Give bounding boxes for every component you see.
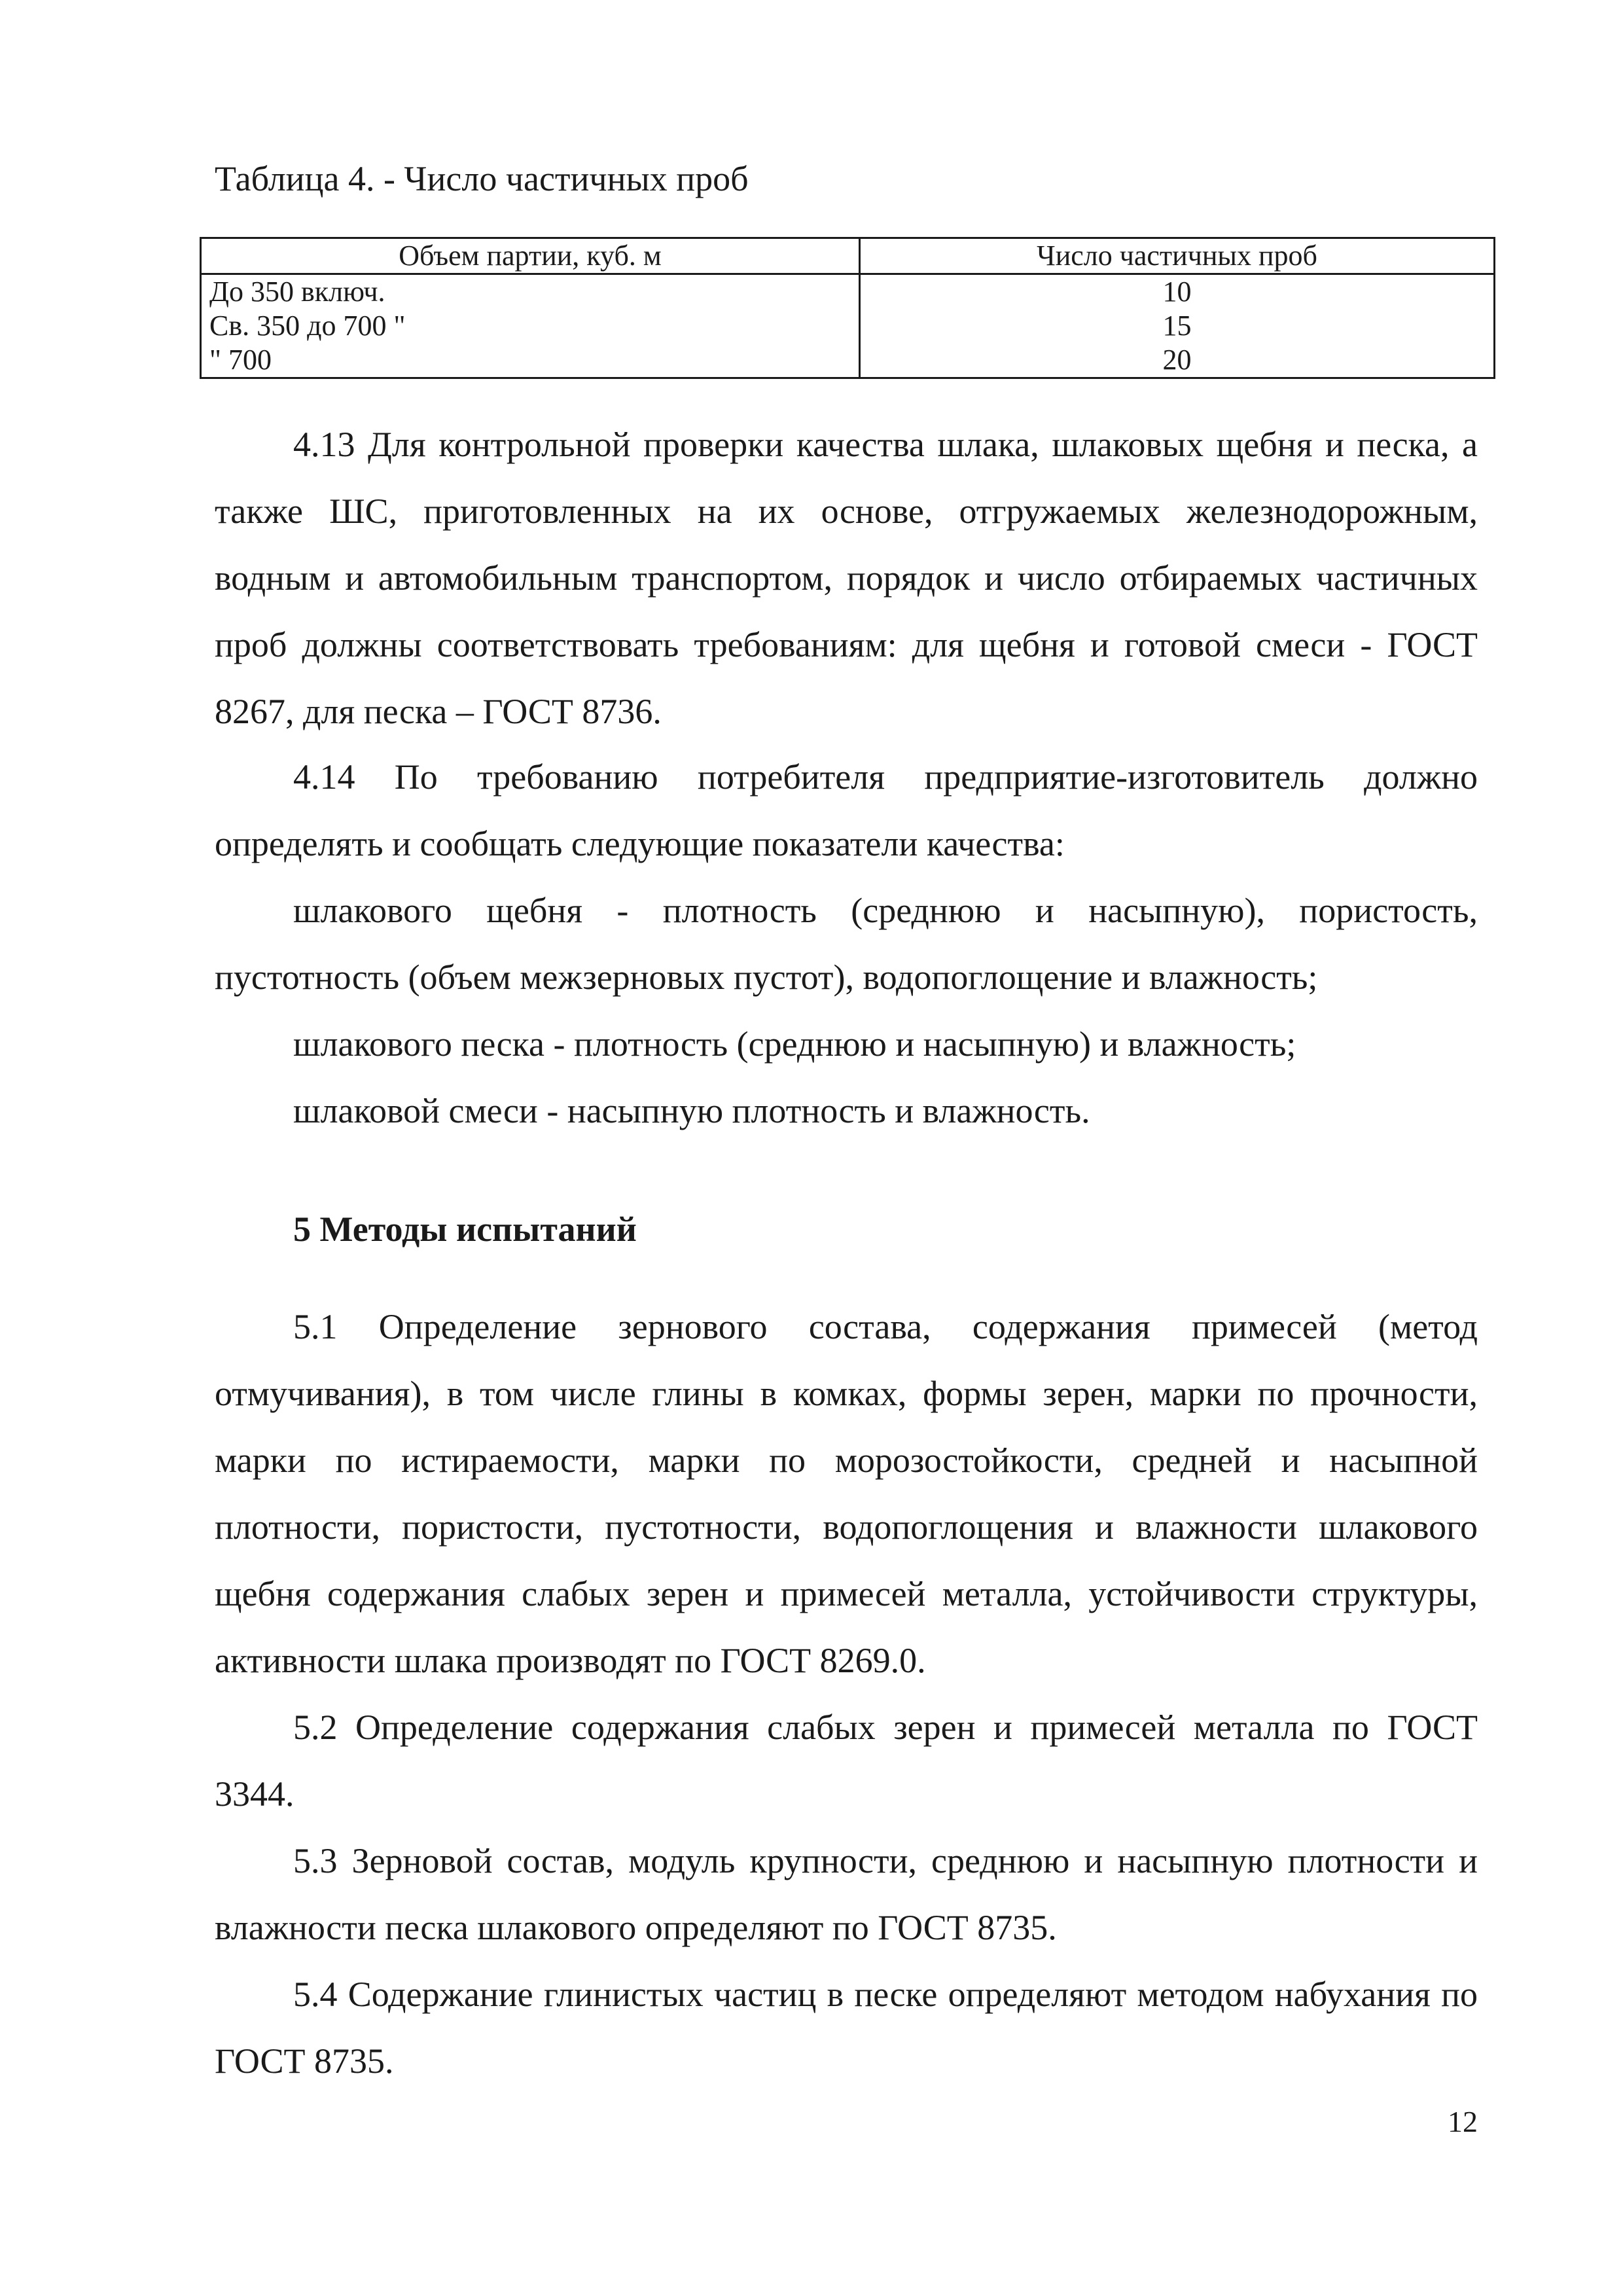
- paragraph-5-2: 5.2 Определение содержания слабых зерен и примесей металла по ГОСТ 3344.: [215, 1708, 1478, 1814]
- table-cell-count: 20: [860, 343, 1495, 378]
- paragraph-crushed-stone: шлакового щебня - плотность (среднюю и насыпную), пористость, пустотность (объем межзерновых пустот), водопоглощение и влажность;: [215, 891, 1478, 997]
- paragraph-5-3: 5.3 Зерновой состав, модуль крупности, среднюю и насыпную плотности и влажности песка шлакового определяют по ГОСТ 8735.: [215, 1841, 1478, 1947]
- paragraph-4-14: 4.14 По требованию потребителя предприятие-изготовитель должно определять и сообщать следующие показатели качества:: [215, 757, 1478, 863]
- paragraph-5-4: 5.4 Содержание глинистых частиц в песке определяют методом набухания по ГОСТ 8735.: [215, 1975, 1478, 2081]
- table-cell-count: 10: [860, 274, 1495, 310]
- table-header-cell: Объем партии, куб. м: [201, 238, 860, 274]
- table-cell-volume: Св. 350 до 700 ": [201, 309, 860, 343]
- table-row: [201, 309, 1495, 343]
- table-header-cell: Число частичных проб: [860, 238, 1495, 274]
- paragraph-mixture: шлаковой смеси - насыпную плотность и влажность.: [293, 1091, 1090, 1130]
- section-heading: 5 Методы испытаний: [293, 1210, 637, 1249]
- paragraph-sand: шлакового песка - плотность (среднюю и насыпную) и влажность;: [293, 1024, 1296, 1064]
- table-cell-volume: " 700: [201, 343, 860, 378]
- table-header-row: [201, 238, 1495, 274]
- table-row: [201, 274, 1495, 310]
- page-number: 12: [1448, 2105, 1478, 2138]
- table-caption: Таблица 4. - Число частичных проб: [215, 159, 749, 198]
- paragraph-4-13: 4.13 Для контрольной проверки качества шлака, шлаковых щебня и песка, а также ШС, приготовленных на их основе, отгружаемых железнодорожным, водным и автомобильным транспортом, порядок и число отбираемых частичных проб должны соответствовать требованиям: для щебня и готовой смеси - ГОСТ 8267, для песка – ГОСТ 8736.: [215, 425, 1478, 731]
- samples-table: [200, 237, 1495, 379]
- table-cell-volume: До 350 включ.: [201, 274, 860, 310]
- table-row: [201, 343, 1495, 378]
- table-cell-count: 15: [860, 309, 1495, 343]
- paragraph-5-1: 5.1 Определение зернового состава, содержания примесей (метод отмучивания), в том числе глины в комках, формы зерен, марки по прочности, марки по истираемости, марки по морозостойкости, средней и насыпной плотности, пористости, пустотности, водопоглощения и влажности шлакового щебня содержания слабых зерен и примесей металла, устойчивости структуры, активности шлака производят по ГОСТ 8269.0.: [215, 1307, 1478, 1680]
